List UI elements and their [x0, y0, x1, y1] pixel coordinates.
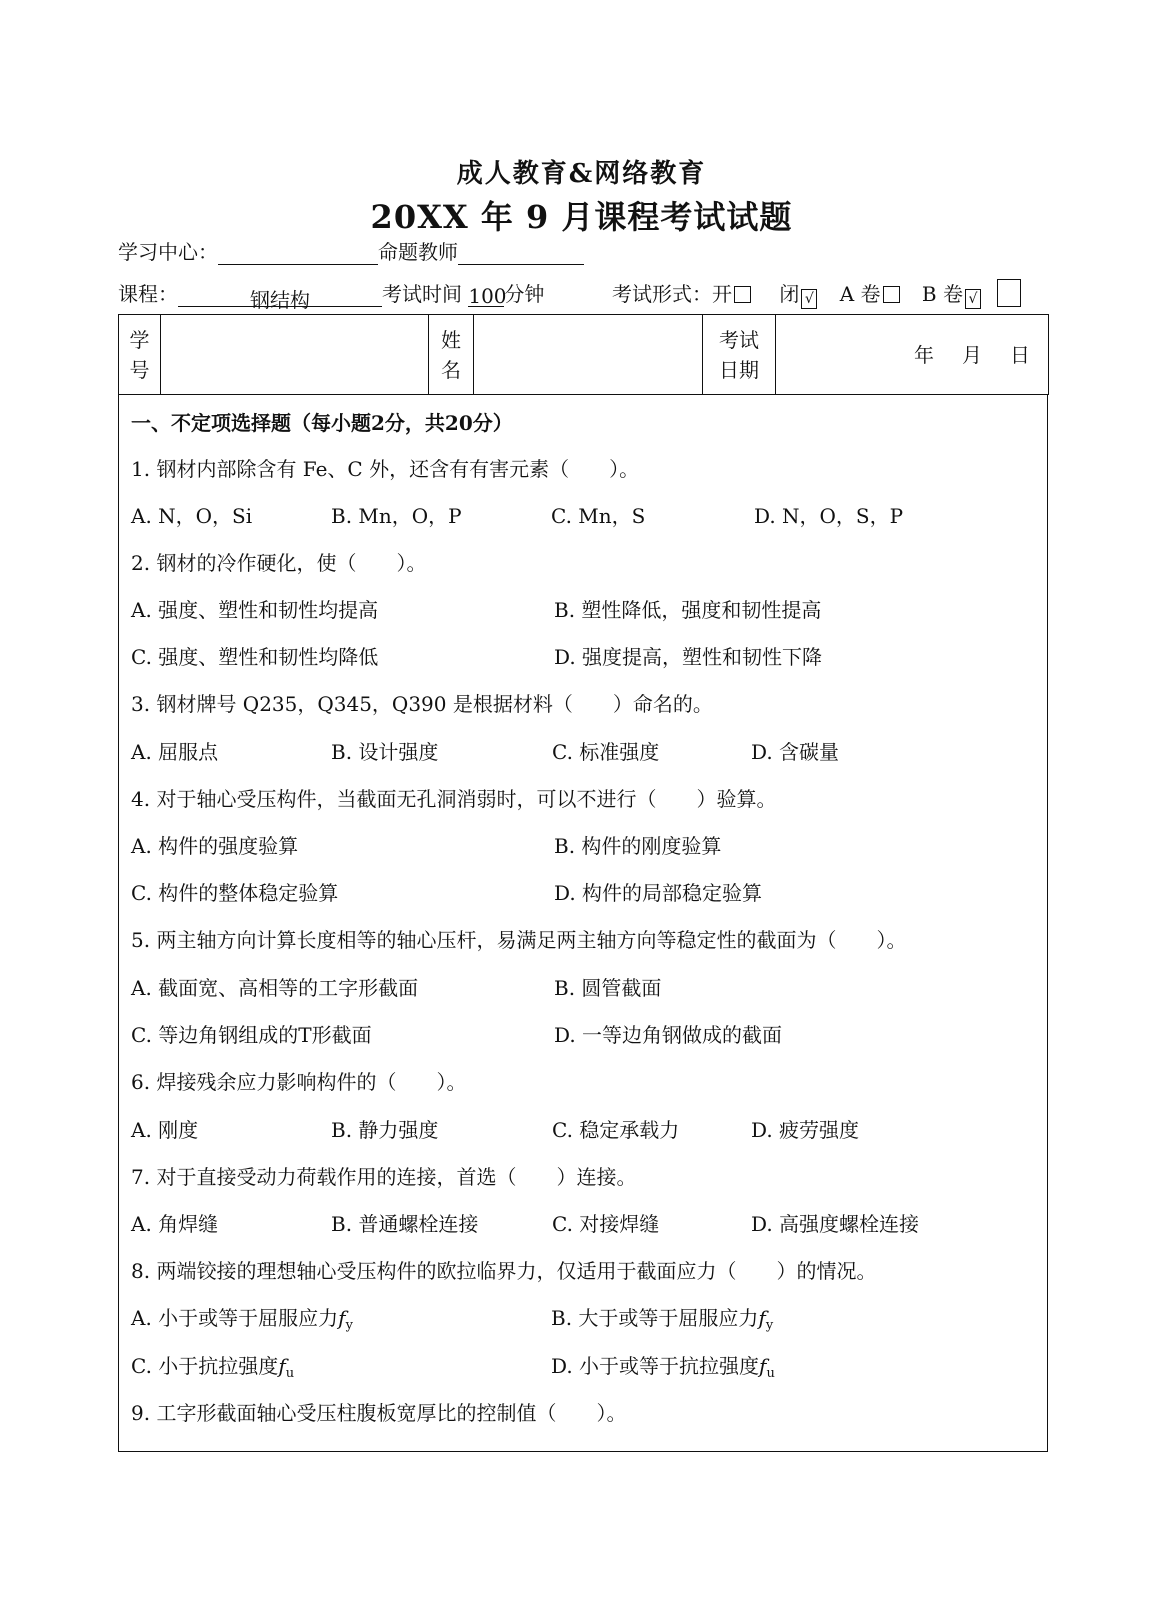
q3-option-a[interactable]: A. 屈服点	[131, 740, 219, 764]
format-label: 考试形式：	[612, 282, 712, 306]
q5-option-b[interactable]: B. 圆管截面	[554, 976, 662, 1000]
course-value: 钢结构	[178, 284, 382, 307]
course-line	[118, 278, 545, 312]
student-id-label: 学 号	[119, 315, 161, 395]
symbol-fy: $f_y$	[338, 1306, 353, 1333]
q4-option-b[interactable]: B. 构件的刚度验算	[554, 834, 722, 858]
center-blank[interactable]	[218, 242, 378, 265]
center-label: 学习中心：	[118, 240, 218, 264]
paper-a-label: A 卷	[839, 282, 881, 306]
paper-b-checkbox[interactable]: √	[965, 289, 981, 309]
time-label: 考试时间	[382, 282, 462, 306]
question-section	[118, 395, 1048, 1452]
q3-option-b[interactable]: B. 设计强度	[331, 740, 439, 764]
q8-option-d[interactable]: D. 小于或等于抗拉强度$f_u$	[551, 1354, 775, 1381]
question-9: 9. 工字形截面轴心受压柱腹板宽厚比的控制值（ ）。	[131, 1401, 627, 1425]
paper-a-checkbox[interactable]	[883, 286, 900, 303]
teacher-label: 命题教师	[378, 240, 458, 264]
question-8: 8. 两端铰接的理想轴心受压构件的欧拉临界力，仅适用于截面应力（ ）的情况。	[131, 1259, 877, 1283]
paper-b-label: B 卷	[921, 282, 963, 306]
open-checkbox[interactable]	[734, 286, 751, 303]
q6-option-a[interactable]: A. 刚度	[131, 1118, 199, 1142]
month-label: 月	[962, 342, 982, 367]
q2-option-b[interactable]: B. 塑性降低，强度和韧性提高	[554, 598, 822, 622]
q3-option-d[interactable]: D. 含碳量	[751, 740, 840, 764]
q7-option-b[interactable]: B. 普通螺栓连接	[331, 1212, 479, 1236]
name-label: 姓 名	[429, 315, 474, 395]
time-value: 100	[468, 284, 507, 308]
question-1: 1. 钢材内部除含有 Fe、C 外，还含有有害元素（ ）。	[131, 457, 640, 481]
q6-option-d[interactable]: D. 疲劳强度	[751, 1118, 860, 1142]
q1-option-a[interactable]: A. N，O，Si	[131, 504, 253, 528]
q4-option-c[interactable]: C. 构件的整体稳定验算	[131, 881, 339, 905]
symbol-fu: $f_u$	[759, 1354, 775, 1381]
year-label: 年	[914, 342, 934, 367]
q7-option-a[interactable]: A. 角焊缝	[131, 1212, 219, 1236]
q2-option-a[interactable]: A. 强度、塑性和韧性均提高	[131, 598, 379, 622]
q8-option-a[interactable]: A. 小于或等于屈服应力$f_y$	[131, 1306, 353, 1333]
exam-date-field[interactable]	[776, 315, 1049, 395]
question-4: 4. 对于轴心受压构件，当截面无孔洞消弱时，可以不进行（ ）验算。	[131, 787, 777, 811]
q7-option-d[interactable]: D. 高强度螺栓连接	[751, 1212, 920, 1236]
q8-option-b[interactable]: B. 大于或等于屈服应力$f_y$	[551, 1306, 774, 1333]
q2-option-d[interactable]: D. 强度提高，塑性和韧性下降	[554, 645, 823, 669]
q3-option-c[interactable]: C. 标准强度	[552, 740, 660, 764]
center-teacher-line	[118, 236, 584, 265]
question-2: 2. 钢材的冷作硬化，使（ ）。	[131, 551, 427, 575]
q2-option-c[interactable]: C. 强度、塑性和韧性均降低	[131, 645, 379, 669]
exam-title: 20XX 年 9 月课程考试试题	[370, 198, 793, 236]
open-label: 开	[712, 282, 732, 306]
question-3: 3. 钢材牌号 Q235，Q345，Q390 是根据材料（ ）命名的。	[131, 692, 713, 716]
q4-option-d[interactable]: D. 构件的局部稳定验算	[554, 881, 763, 905]
day-label: 日	[1010, 342, 1030, 367]
symbol-fu: $f_u$	[278, 1354, 295, 1381]
section-title: 一、不定项选择题（每小题2分，共20分）	[131, 411, 513, 435]
symbol-fy: $f_y$	[758, 1306, 774, 1333]
q6-option-b[interactable]: B. 静力强度	[331, 1118, 439, 1142]
q1-option-d[interactable]: D. N，O，S，P	[754, 504, 904, 528]
question-6: 6. 焊接残余应力影响构件的（ ）。	[131, 1070, 467, 1094]
q7-option-c[interactable]: C. 对接焊缝	[552, 1212, 660, 1236]
q1-option-c[interactable]: C. Mn，S	[551, 504, 646, 528]
q4-option-a[interactable]: A. 构件的强度验算	[131, 834, 299, 858]
institution-title: 成人教育&网络教育	[456, 159, 707, 189]
q8-option-c[interactable]: C. 小于抗拉强度$f_u$	[131, 1354, 295, 1381]
question-7: 7. 对于直接受动力荷载作用的连接，首选（ ）连接。	[131, 1165, 637, 1189]
q5-option-a[interactable]: A. 截面宽、高相等的工字形截面	[131, 976, 419, 1000]
q1-option-b[interactable]: B. Mn，O，P	[331, 504, 462, 528]
q6-option-c[interactable]: C. 稳定承载力	[552, 1118, 680, 1142]
student-id-field[interactable]	[161, 315, 429, 395]
course-label: 课程：	[118, 282, 178, 306]
exam-date-label: 考试 日期	[703, 315, 776, 395]
extra-box	[997, 279, 1021, 307]
student-info-table	[118, 314, 1049, 395]
q5-option-d[interactable]: D. 一等边角钢做成的截面	[554, 1023, 783, 1047]
name-field[interactable]	[474, 315, 703, 395]
closed-checkbox[interactable]: √	[801, 289, 817, 309]
time-unit: 分钟	[504, 282, 545, 306]
format-line	[612, 278, 1021, 309]
closed-label: 闭	[779, 282, 800, 306]
q5-option-c[interactable]: C. 等边角钢组成的T形截面	[131, 1023, 372, 1047]
question-5: 5. 两主轴方向计算长度相等的轴心压杆，易满足两主轴方向等稳定性的截面为（ ）。	[131, 928, 907, 952]
teacher-blank[interactable]	[458, 242, 584, 265]
